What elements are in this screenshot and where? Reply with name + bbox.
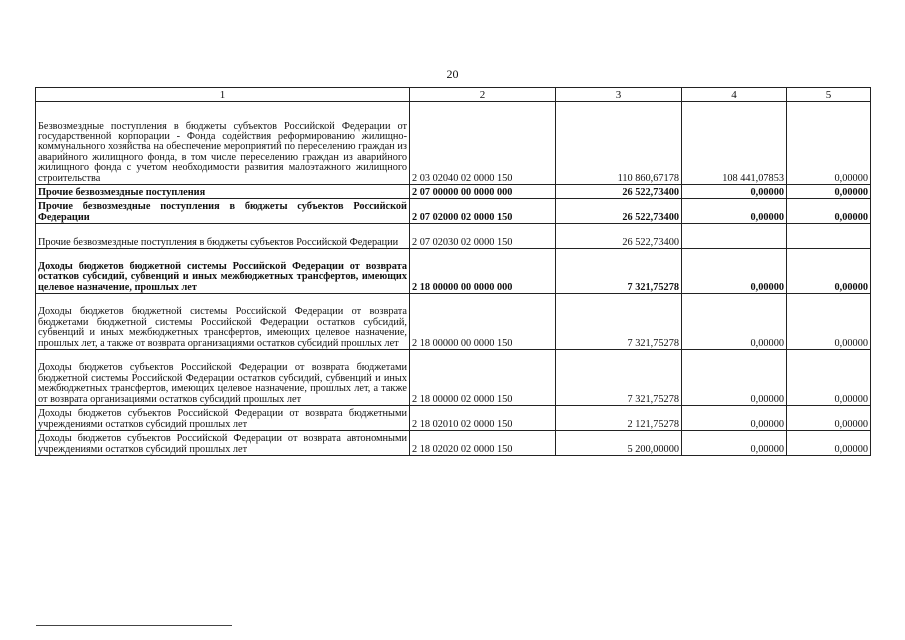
row-value-5: 0,00000 bbox=[787, 294, 871, 350]
column-header-4: 4 bbox=[682, 88, 787, 102]
table-row bbox=[36, 249, 871, 294]
row-value-3: 5 200,00000 bbox=[556, 431, 682, 456]
table-row bbox=[36, 102, 871, 185]
row-value-3: 26 522,73400 bbox=[556, 224, 682, 249]
row-code: 2 18 00000 00 0000 000 bbox=[410, 249, 556, 294]
row-name: Безвозмездные поступления в бюджеты субъектов Российской Федерации от государственной корпорации - Фонда содействия реформированию жилищно-коммунального хозяйства на обеспечение мероприятий по переселению граждан из аварийного жилищного фонда, в том числе переселению граждан из аварийного жилищного фонда с учетом необходимости развития малоэтажного жилищного строительства bbox=[36, 102, 410, 185]
row-name: Прочие безвозмездные поступления в бюджеты субъектов Российской Федерации bbox=[36, 224, 410, 249]
table-row bbox=[36, 431, 871, 456]
row-value-3: 2 121,75278 bbox=[556, 406, 682, 431]
row-value-5: 0,00000 bbox=[787, 102, 871, 185]
row-code: 2 18 02010 02 0000 150 bbox=[410, 406, 556, 431]
row-value-5: 0,00000 bbox=[787, 199, 871, 224]
row-value-4: 0,00000 bbox=[682, 294, 787, 350]
row-value-3: 26 522,73400 bbox=[556, 185, 682, 199]
row-value-4: 0,00000 bbox=[682, 185, 787, 199]
row-value-5: 0,00000 bbox=[787, 406, 871, 431]
row-code: 2 18 00000 00 0000 150 bbox=[410, 294, 556, 350]
row-code: 2 18 02020 02 0000 150 bbox=[410, 431, 556, 456]
row-value-3: 26 522,73400 bbox=[556, 199, 682, 224]
column-header-2: 2 bbox=[410, 88, 556, 102]
row-value-3: 7 321,75278 bbox=[556, 350, 682, 406]
row-value-5: 0,00000 bbox=[787, 185, 871, 199]
row-name: Доходы бюджетов бюджетной системы Российской Федерации от возврата бюджетами бюджетной системы Российской Федерации остатков субсидий, субвенций и иных межбюджетных трансфертов, имеющих целевое назначение, прошлых лет, а также от возврата организациями остатков субсидий прошлых лет bbox=[36, 294, 410, 350]
table-row bbox=[36, 406, 871, 431]
row-name: Доходы бюджетов бюджетной системы Российской Федерации от возврата остатков субсидий, субвенций и иных межбюджетных трансфертов, имеющих целевое назначение, прошлых лет bbox=[36, 249, 410, 294]
row-value-4: 0,00000 bbox=[682, 249, 787, 294]
row-value-4: 0,00000 bbox=[682, 406, 787, 431]
column-header-1: 1 bbox=[36, 88, 410, 102]
row-value-5: 0,00000 bbox=[787, 431, 871, 456]
row-value-4: 0,00000 bbox=[682, 350, 787, 406]
row-name: Доходы бюджетов субъектов Российской Федерации от возврата бюджетными учреждениями остатков субсидий прошлых лет bbox=[36, 406, 410, 431]
row-name: Доходы бюджетов субъектов Российской Федерации от возврата автономными учреждениями остатков субсидий прошлых лет bbox=[36, 431, 410, 456]
table-header-row bbox=[36, 88, 871, 102]
row-name: Прочие безвозмездные поступления bbox=[36, 185, 410, 199]
table-row bbox=[36, 294, 871, 350]
row-value-3: 110 860,67178 bbox=[556, 102, 682, 185]
table-row bbox=[36, 185, 871, 199]
row-value-3: 7 321,75278 bbox=[556, 249, 682, 294]
row-value-5 bbox=[787, 224, 871, 249]
row-value-4 bbox=[682, 224, 787, 249]
row-code: 2 07 02000 02 0000 150 bbox=[410, 199, 556, 224]
row-value-5: 0,00000 bbox=[787, 249, 871, 294]
row-name: Доходы бюджетов субъектов Российской Федерации от возврата бюджетами бюджетной системы Российской Федерации остатков субсидий, субвенций и иных межбюджетных трансфертов, имеющих целевое назначение, прошлых лет, а также от возврата организациями остатков субсидий прошлых лет bbox=[36, 350, 410, 406]
column-header-3: 3 bbox=[556, 88, 682, 102]
row-value-4: 108 441,07853 bbox=[682, 102, 787, 185]
row-value-4: 0,00000 bbox=[682, 431, 787, 456]
row-name: Прочие безвозмездные поступления в бюджеты субъектов Российской Федерации bbox=[36, 199, 410, 224]
table-row bbox=[36, 199, 871, 224]
row-code: 2 07 00000 00 0000 000 bbox=[410, 185, 556, 199]
row-value-3: 7 321,75278 bbox=[556, 294, 682, 350]
row-value-5: 0,00000 bbox=[787, 350, 871, 406]
table-row bbox=[36, 224, 871, 249]
row-code: 2 07 02030 02 0000 150 bbox=[410, 224, 556, 249]
budget-revenue-table bbox=[35, 87, 871, 456]
page-number: 20 bbox=[446, 67, 459, 81]
footnote-separator bbox=[36, 625, 232, 626]
row-code: 2 18 00000 02 0000 150 bbox=[410, 350, 556, 406]
column-header-5: 5 bbox=[787, 88, 871, 102]
row-code: 2 03 02040 02 0000 150 bbox=[410, 102, 556, 185]
table-row bbox=[36, 350, 871, 406]
row-value-4: 0,00000 bbox=[682, 199, 787, 224]
